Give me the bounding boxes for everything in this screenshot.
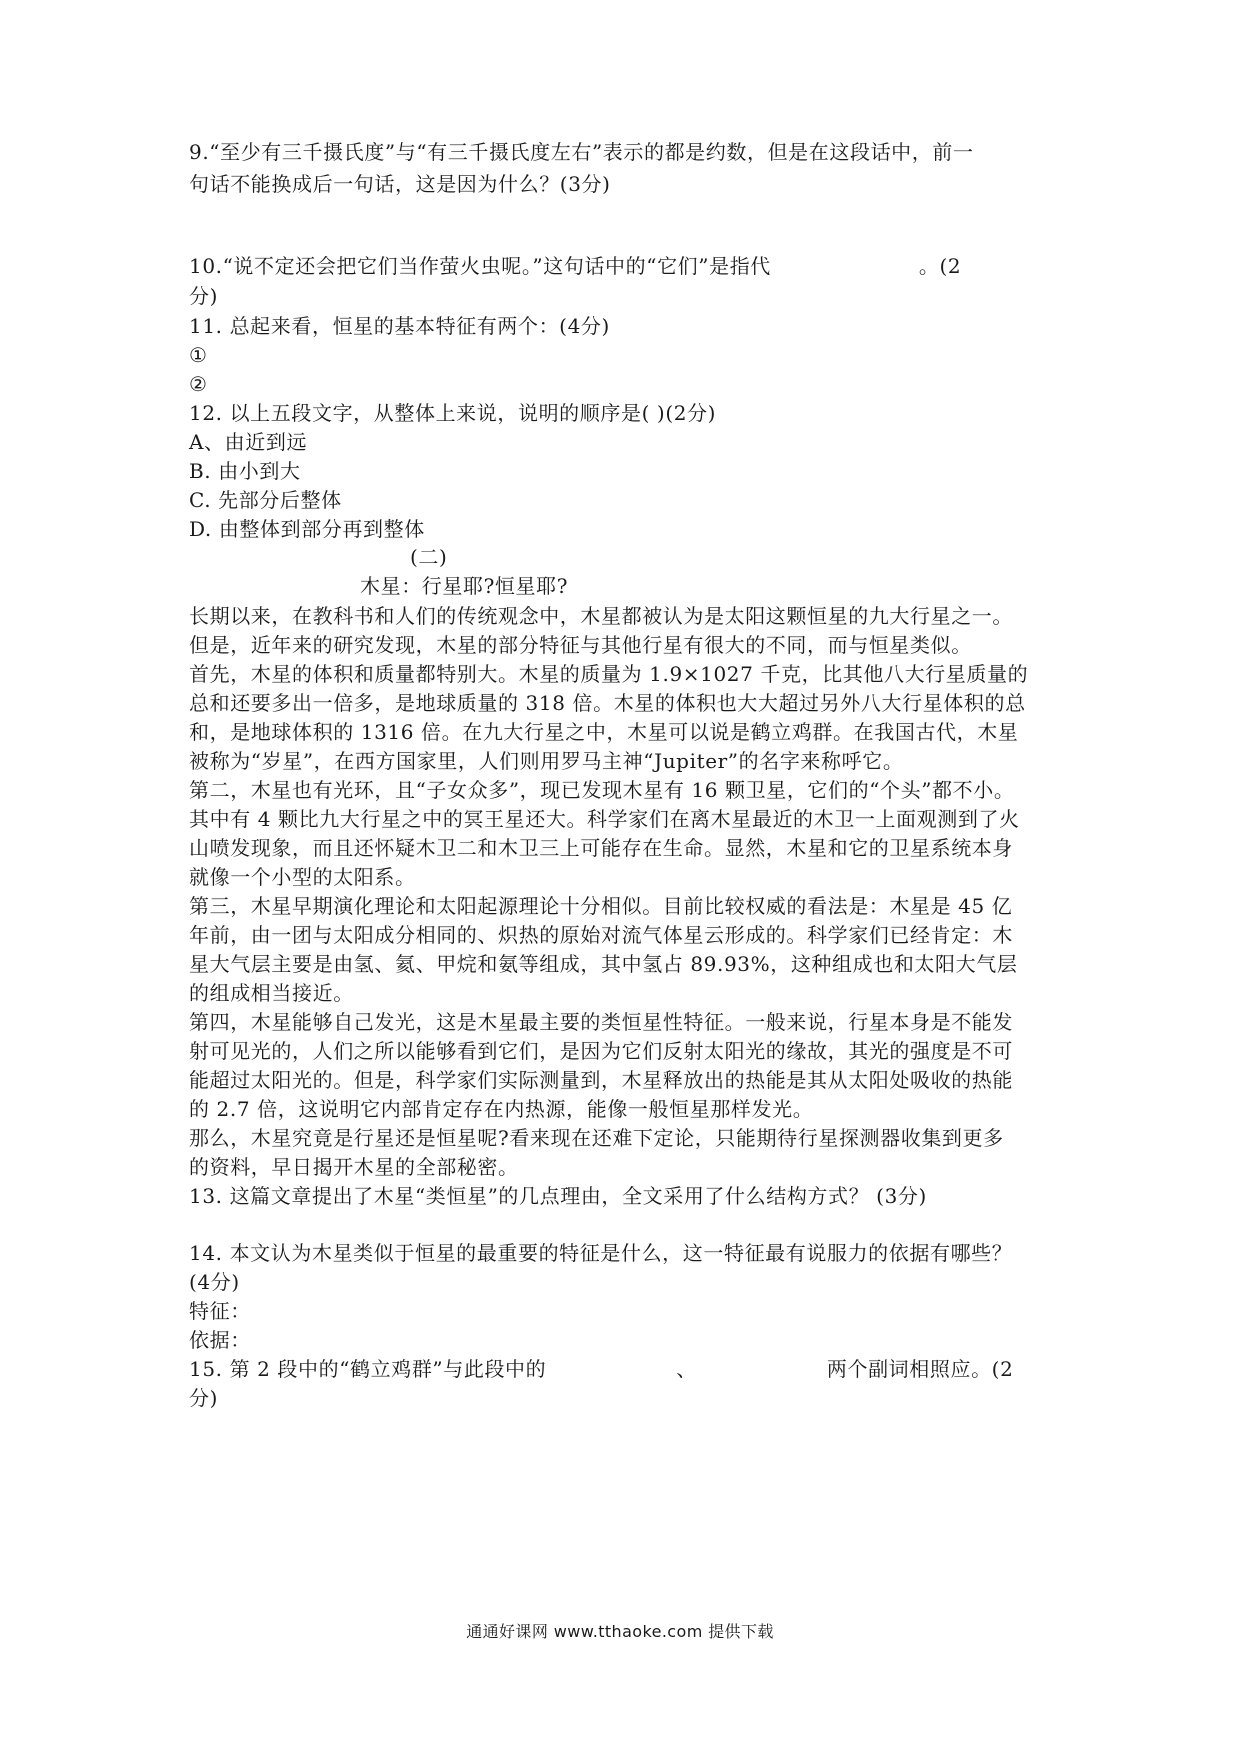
article-p1-line-1: 长期以来，在教科书和人们的传统观念中，木星都被认为是太阳这颗恒星的九大行星之一。 <box>189 604 1013 628</box>
article-p2-line-1: 首先，木星的体积和质量都特别大。木星的质量为 1.9×1027 千克，比其他八大行星质量的 <box>189 662 1029 686</box>
article-p3-line-1: 第二，木星也有光环，且“子女众多”，现已发现木星有 16 颗卫星，它们的“个头”都不小。 <box>189 778 1015 802</box>
section-number: (二) <box>410 545 448 569</box>
article-title: 木星：行星耶?恒星耶? <box>360 574 569 598</box>
q15-line-2: 分) <box>189 1386 219 1410</box>
q10-line-2: 分) <box>189 284 219 308</box>
q11-item-2: ② <box>189 372 208 396</box>
q14-basis-label: 依据： <box>189 1328 251 1352</box>
q15-suffix: 两个副词相照应。(2 <box>826 1357 1014 1381</box>
article-p6-line-1: 那么，木星究竟是行星还是恒星呢?看来现在还难下定论，只能期待行星探测器收集到更多 <box>189 1126 1004 1150</box>
q14-stem: 14. 本文认为木星类似于恒星的最重要的特征是什么，这一特征最有说服力的依据有哪些？ <box>189 1241 1013 1265</box>
q12-option-a: A、由近到远 <box>189 430 308 454</box>
q10-prefix: 10.“说不定还会把它们当作萤火虫呢。”这句话中的“它们”是指代 <box>189 254 771 278</box>
article-p3-line-2: 其中有 4 颗比九大行星之中的冥王星还大。科学家们在离木星最近的木卫一上面观测到了火 <box>189 807 1020 831</box>
article-p5-line-2: 射可见光的，人们之所以能够看到它们，是因为它们反射太阳光的缘故，其光的强度是不可 <box>189 1039 1013 1063</box>
q9-line-1: 9.“至少有三千摄氏度”与“有三千摄氏度左右”表示的都是约数，但是在这段话中，前一 <box>189 140 974 164</box>
article-p1-line-2: 但是，近年来的研究发现，木星的部分特征与其他行星有很大的不同，而与恒星类似。 <box>189 633 972 657</box>
article-p5-line-1: 第四，木星能够自己发光，这是木星最主要的类恒星性特征。一般来说，行星本身是不能发 <box>189 1010 1013 1034</box>
article-p4-line-4: 的组成相当接近。 <box>189 981 354 1005</box>
q15-separator: 、 <box>676 1357 697 1381</box>
q14-score: (4分) <box>189 1270 240 1294</box>
article-p2-line-4: 被称为“岁星”，在西方国家里，人们则用罗马主神“Jupiter”的名字来称呼它。 <box>189 749 904 773</box>
q12-stem: 12. 以上五段文字，从整体上来说，说明的顺序是( )(2分) <box>189 401 717 425</box>
q12-option-c: C. 先部分后整体 <box>189 488 342 512</box>
q14-feature-label: 特征： <box>189 1299 251 1323</box>
article-p4-line-3: 星大气层主要是由氢、氦、甲烷和氨等组成，其中氢占 89.93%，这种组成也和太阳大气层 <box>189 952 1018 976</box>
article-p2-line-3: 和，是地球体积的 1316 倍。在九大行星之中，木星可以说是鹤立鸡群。在我国古代，木星 <box>189 720 1019 744</box>
article-p6-line-2: 的资料，早日揭开木星的全部秘密。 <box>189 1155 519 1179</box>
q11-item-1: ① <box>189 343 208 367</box>
q15-prefix: 15. 第 2 段中的“鹤立鸡群”与此段中的 <box>189 1357 547 1381</box>
q11-stem: 11. 总起来看，恒星的基本特征有两个：(4分) <box>189 314 610 338</box>
q13-stem: 13. 这篇文章提出了木星“类恒星”的几点理由，全文采用了什么结构方式？ (3分) <box>189 1184 927 1208</box>
article-p5-line-4: 的 2.7 倍，这说明它内部肯定存在内热源，能像一般恒星那样发光。 <box>189 1097 814 1121</box>
q9-line-2: 句话不能换成后一句话，这是因为什么？(3分) <box>189 172 611 196</box>
page-footer: 通通好课网 www.tthaoke.com 提供下载 <box>466 1622 774 1641</box>
q12-option-d: D. 由整体到部分再到整体 <box>189 517 425 541</box>
q10-suffix: 。(2 <box>918 254 962 278</box>
article-p3-line-4: 就像一个小型的太阳系。 <box>189 865 416 889</box>
article-p3-line-3: 山喷发现象，而且还怀疑木卫二和木卫三上可能存在生命。显然，木星和它的卫星系统本身 <box>189 836 1013 860</box>
article-p5-line-3: 能超过太阳光的。但是，科学家们实际测量到，木星释放出的热能是其从太阳处吸收的热能 <box>189 1068 1013 1092</box>
q10-line-1 <box>189 251 1069 281</box>
article-p4-line-1: 第三，木星早期演化理论和太阳起源理论十分相似。目前比较权威的看法是：木星是 45 亿 <box>189 894 1013 918</box>
article-p4-line-2: 年前，由一团与太阳成分相同的、炽热的原始对流气体星云形成的。科学家们已经肯定：木 <box>189 923 1013 947</box>
q15-line-1 <box>189 1354 1069 1384</box>
article-p2-line-2: 总和还要多出一倍多，是地球质量的 318 倍。木星的体积也大大超过另外八大行星体积的总 <box>189 691 1026 715</box>
q12-option-b: B. 由小到大 <box>189 459 301 483</box>
